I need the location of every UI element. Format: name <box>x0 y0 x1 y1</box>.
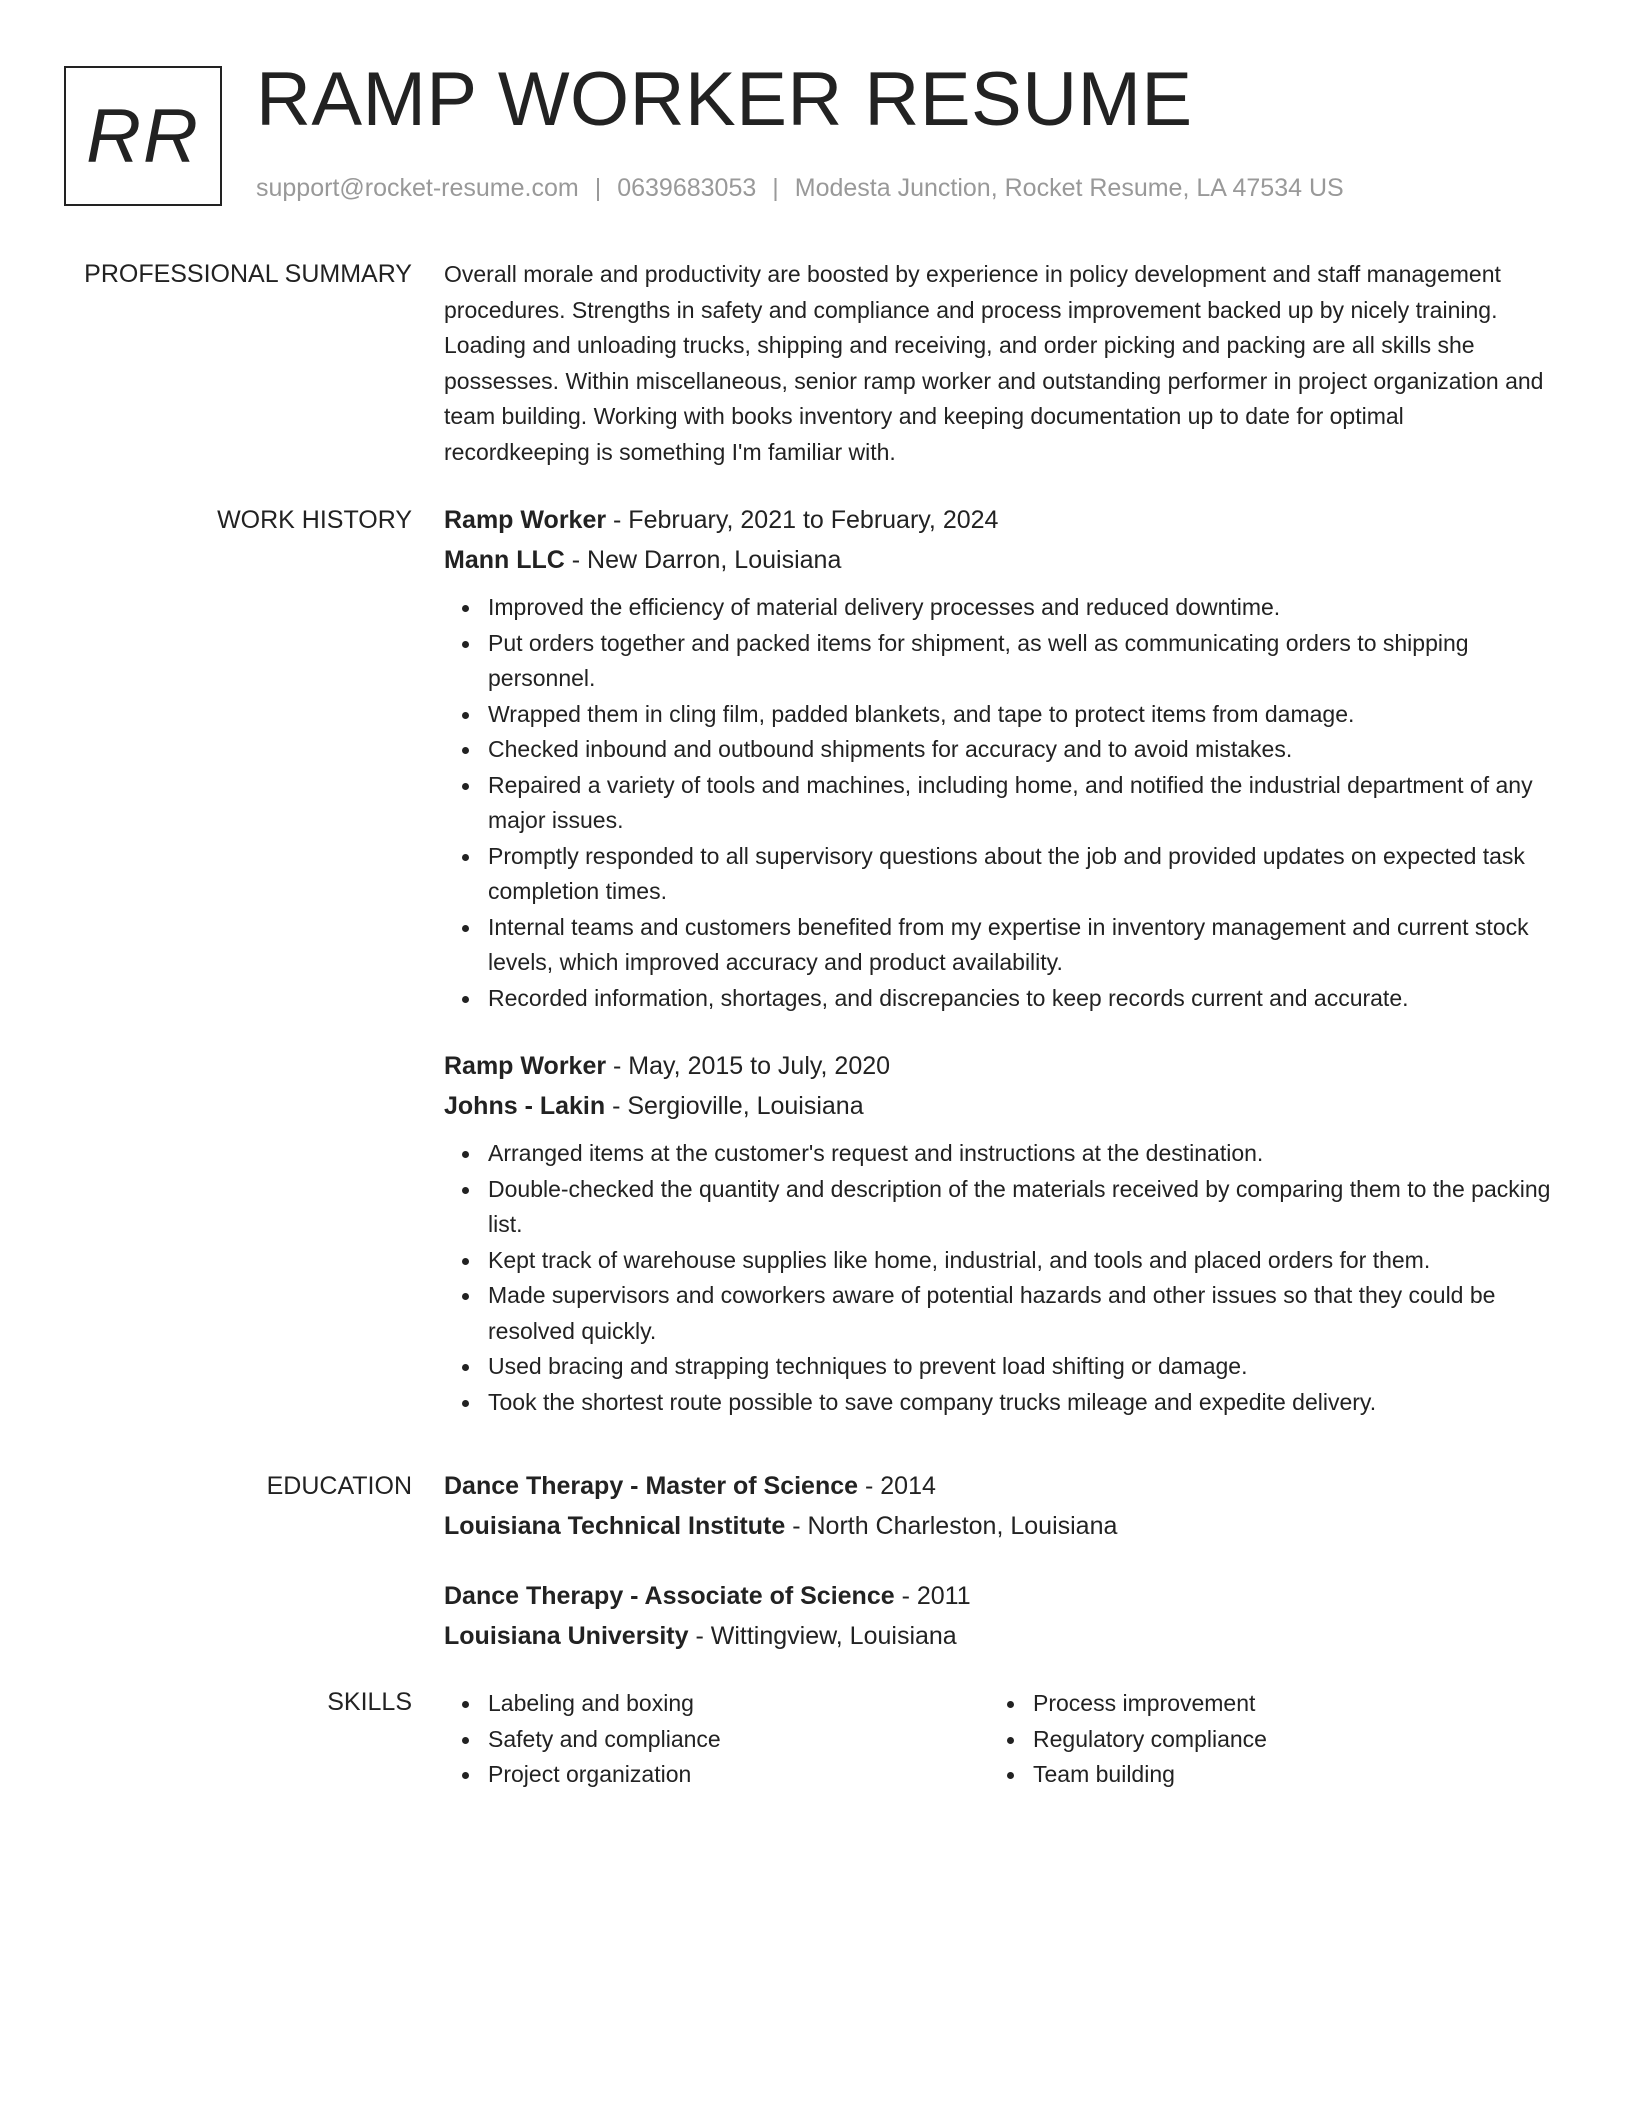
school-line <box>444 1506 1554 1546</box>
job-bullet: Improved the efficiency of material delivery processes and reduced downtime. <box>488 590 1554 626</box>
job-company: Mann LLC <box>444 546 565 574</box>
skills-list-left <box>444 1686 989 1793</box>
job-bullet: Wrapped them in cling film, padded blankets, and tape to protect items from damage. <box>488 697 1554 733</box>
skills-columns <box>444 1686 1554 1793</box>
contact-separator: | <box>772 174 779 202</box>
job-location: - New Darron, Louisiana <box>564 546 842 574</box>
skill-item: Regulatory compliance <box>1033 1722 1534 1758</box>
job-title: Ramp Worker <box>444 506 607 534</box>
skills-list-right <box>989 1686 1534 1793</box>
job-bullet: Promptly responded to all supervisory questions about the job and provided updates on expected task completion times. <box>488 839 1554 910</box>
contact-phone: 0639683053 <box>617 174 757 202</box>
school-location: - Wittingview, Louisiana <box>688 1622 957 1650</box>
summary-text: Overall morale and productivity are boosted by experience in policy development and staff management procedures. Strengths in safety and compliance and process improvement backed up by nicely training. Loading and unloading trucks, shipping and receiving, and order picking and packing are all skills she possesses. Within miscellaneous, senior ramp worker and outstanding performer in project organization and team building. Working with books inventory and keeping documentation up to date for optimal recordkeeping is something I'm familiar with. <box>444 261 1544 465</box>
section-heading-work-history: WORK HISTORY <box>217 506 412 534</box>
job-bullet: Checked inbound and outbound shipments for accuracy and to avoid mistakes. <box>488 732 1554 768</box>
school: Louisiana Technical Institute <box>444 1512 786 1540</box>
degree-year: - 2014 <box>858 1472 936 1500</box>
job-title-line <box>444 1046 1554 1086</box>
job-title-line <box>444 500 1554 540</box>
job-bullets <box>444 1136 1554 1420</box>
work-history-list <box>444 500 1554 1450</box>
contact-email: support@rocket-resume.com <box>256 174 579 202</box>
school-line <box>444 1616 1554 1656</box>
education-entry <box>444 1576 1554 1656</box>
skill-item: Project organization <box>488 1757 989 1793</box>
education-list <box>444 1466 1554 1656</box>
job-bullets <box>444 590 1554 1016</box>
section-heading-education: EDUCATION <box>266 1472 412 1500</box>
job-bullet: Made supervisors and coworkers aware of potential hazards and other issues so that they could be resolved quickly. <box>488 1278 1554 1349</box>
degree: Dance Therapy - Master of Science <box>444 1472 859 1500</box>
contact-separator: | <box>594 174 602 202</box>
job-bullet: Repaired a variety of tools and machines, including home, and notified the industrial department of any major issues. <box>488 768 1554 839</box>
degree-line <box>444 1576 1554 1616</box>
skill-item: Team building <box>1033 1757 1534 1793</box>
school: Louisiana University <box>444 1622 689 1650</box>
job-bullet: Double-checked the quantity and description of the materials received by comparing them to the packing list. <box>488 1172 1554 1243</box>
job-bullet: Used bracing and strapping techniques to prevent load shifting or damage. <box>488 1349 1554 1385</box>
resume-title: RAMP WORKER RESUME <box>256 57 1193 142</box>
job-company-line <box>444 540 1554 580</box>
job-entry <box>444 1046 1554 1420</box>
section-heading-skills: SKILLS <box>327 1688 412 1716</box>
school-location: - North Charleston, Louisiana <box>785 1512 1118 1540</box>
section-heading-summary: PROFESSIONAL SUMMARY <box>84 260 412 288</box>
degree-line <box>444 1466 1554 1506</box>
job-bullet: Put orders together and packed items for shipment, as well as communicating orders to shipping personnel. <box>488 626 1554 697</box>
job-company: Johns - Lakin <box>444 1092 606 1120</box>
job-dates: - May, 2015 to July, 2020 <box>606 1052 891 1080</box>
degree: Dance Therapy - Associate of Science <box>444 1582 895 1610</box>
monogram-logo: RR <box>64 66 222 206</box>
job-location: - Sergioville, Louisiana <box>605 1092 864 1120</box>
job-dates: - February, 2021 to February, 2024 <box>606 506 999 534</box>
skill-item: Safety and compliance <box>488 1722 989 1758</box>
degree-year: - 2011 <box>894 1582 971 1610</box>
job-title: Ramp Worker <box>444 1052 607 1080</box>
job-bullet: Arranged items at the customer's request and instructions at the destination. <box>488 1136 1554 1172</box>
job-company-line <box>444 1086 1554 1126</box>
job-bullet: Recorded information, shortages, and discrepancies to keep records current and accurate. <box>488 981 1554 1017</box>
skill-item: Labeling and boxing <box>488 1686 989 1722</box>
job-entry <box>444 500 1554 1016</box>
job-bullet: Internal teams and customers benefited from my expertise in inventory management and current stock levels, which improved accuracy and product availability. <box>488 910 1554 981</box>
job-bullet: Took the shortest route possible to save company trucks mileage and expedite delivery. <box>488 1385 1554 1421</box>
contact-line <box>256 174 1344 203</box>
contact-address: Modesta Junction, Rocket Resume, LA 47534 US <box>794 174 1344 202</box>
skill-item: Process improvement <box>1033 1686 1534 1722</box>
job-bullet: Kept track of warehouse supplies like home, industrial, and tools and placed orders for them. <box>488 1243 1554 1279</box>
education-entry <box>444 1466 1554 1546</box>
